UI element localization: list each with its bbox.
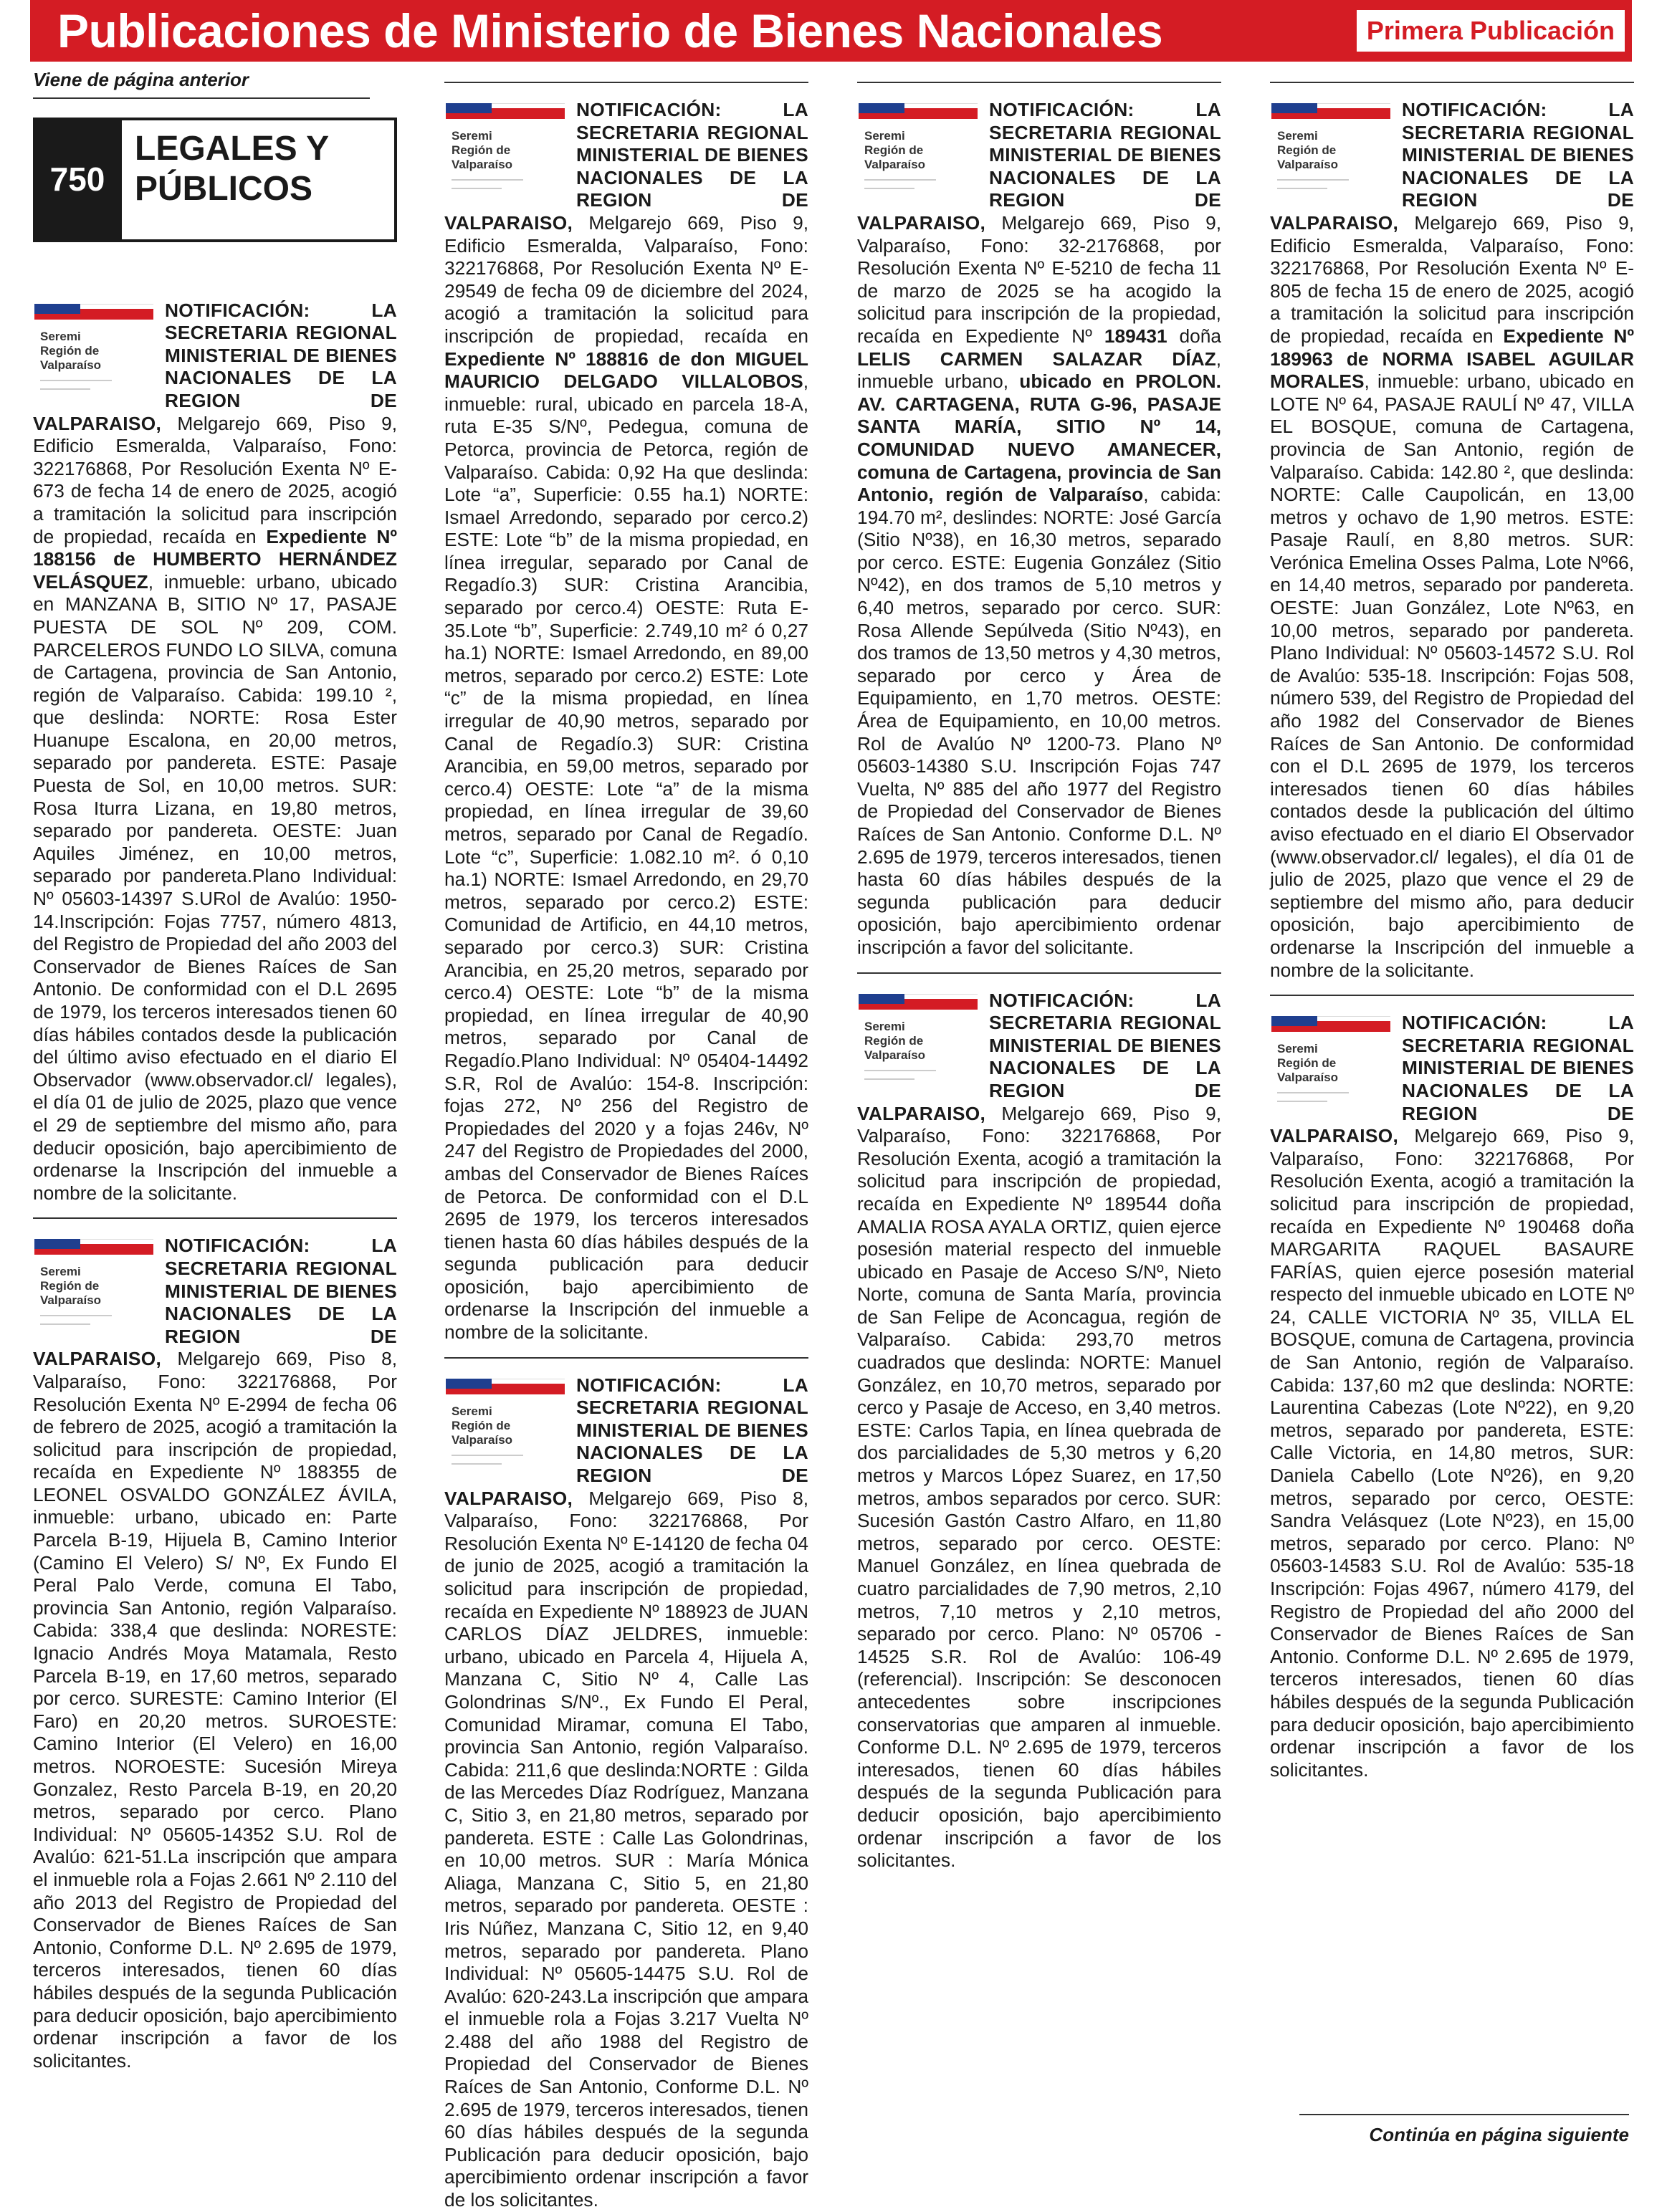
divider — [1270, 995, 1634, 996]
notice — [444, 1374, 808, 2212]
logo-text — [40, 330, 101, 373]
notice-highlight: Expediente Nº 188156 de HUMBERTO HERNÁNDEZ VELÁSQUEZ — [33, 525, 398, 593]
header-banner — [30, 0, 1632, 62]
flag-stripe — [80, 309, 153, 314]
logo-rule — [864, 1078, 914, 1080]
seremi-logo — [444, 99, 572, 205]
notice-body: Melgarejo 669, Piso 8, Valparaíso, Fono: 322176868, Por Resolución Exenta Nº E-2994 de fecha 06 de febrero de 2025, acogió a tramitación la solicitud para inscripción de propiedad, recaída en Expediente Nº 188355 de LEONEL OSVALDO GONZÁLEZ ÁVILA, inmueble: urbano, ubicado en: Parte Parcela B-19, Hijuela B, Camino Interior (Camino El Velero) S/ Nº, Ex Fundo El Peral Palo Verde, comuna El Tabo, provincia San Antonio, región Valparaíso. Cabida: 338,4 que deslinda: NORESTE: Ignacio Andrés Moya Matamala, Resto Parcela B-19, en 17,60 metros, separado por cerco. SURESTE: Camino Interior (El Faro) en 20,20 metros. SUROESTE: Camino Interior (El Velero) en 16,00 metros. NOROESTE: Sucesión Mireya Gonzalez, Resto Parcela B-19, en 20,20 metros, separado por cerco. Plano Individual: Nº 05605-14352 S.U. Rol de Avalúo: 621-51.La inscripción que ampara el inmueble rola a Fojas 2.661 Nº 2.110 del año 2013 del Registro de Propiedad del Conservador de Bienes Raíces de San Antonio, Conforme D.L. Nº 2.695 de 1979, terceros interesados, tienen 60 días hábiles después de la segunda Publicación para deducir oposición, bajo apercibimiento ordenar inscripción a favor de los solicitantes. — [33, 1348, 397, 2072]
notice-highlight: 189431 — [1104, 325, 1167, 347]
logo-line-1: Seremi — [1277, 1042, 1318, 1056]
flag-stripe — [1271, 1026, 1390, 1032]
logo-rule — [1277, 188, 1327, 189]
logo-rule — [40, 1315, 112, 1316]
continua-label: Continúa en página siguiente — [1299, 2114, 1629, 2146]
flag-stripe — [34, 314, 153, 320]
logo-line-2: Región de — [864, 143, 924, 157]
section-name: LEGALES Y PÚBLICOS — [122, 118, 397, 242]
logo-rule — [40, 1323, 90, 1325]
logo-rule — [1277, 179, 1349, 181]
flag-stripe — [34, 1249, 153, 1255]
notice-body: , inmueble: rural, ubicado en parcela 18-A, ruta E-35 S/Nº, Pedegua, comuna de Petorca, provincia de Petorca, región de Valparaíso. Cabida: 0,92 Ha que deslinda: Lote “a”, Superficie: 0.55 ha.1) NORTE: Ismael Arredondo, separado por cerco.2) ESTE: Lote “b” de la misma propiedad, en línea irregular, separado por Canal de Regadío.3) SUR: Cristina Arancibia, separado por cerco.4) OESTE: Ruta E-35.Lote “b”, Superficie: 2.749,10 m² ó 0,27 ha.1) NORTE: Ismael Arredondo, en 89,00 metros, separado por cerco.2) ESTE: Lote “c” de la misma propiedad, en línea irregular de 40,90 metros, separado por Canal de Regadío.3) SUR: Cristina Arancibia, en 59,00 metros, separado por cerco.4) OESTE: Lote “a” de la misma propiedad, en línea irregular de 39,60 metros, separado por Canal de Regadío. Lote “c”, Superficie: 1.082.10 m². ó 0,10 ha.1) NORTE: Ismael Arredondo, en 29,70 metros, separado por cerco.2) ESTE: Comunidad de Artificio, en 44,10 metros, separado por cerco.3) SUR: Cristina Arancibia, en 25,20 metros, separado por cerco.4) OESTE: Lote “b” de la misma propiedad, en línea irregular de 40,90 metros, separado por Canal de Regadío.Plano Individual: Nº 05404-14492 S.R, Rol de Avalúo: 154-8. Inscripción: fojas 272, Nº 256 del Registro de Propiedades del 2020 y a fojas 246v, Nº 247 del Registro de Propiedades del 2000, ambas del Conservador de Bienes Raíces de Petorca. De conformidad con el D.L 2695 de 1979, los terceros interesados tienen hasta 60 días hábiles después de la segunda publicación para deducir oposición, bajo apercibimiento de ordenarse la Inscripción del inmueble a nombre de la solicitante. — [444, 370, 808, 1344]
logo-line-2: Región de — [40, 1279, 100, 1293]
notice-title: NOTIFICACIÓN: LA SECRETARIA REGIONAL MINISTERIAL DE BIENES NACIONALES DE LA REGION DE VALPARAISO, — [444, 1374, 808, 1509]
logo-rule — [1277, 1101, 1327, 1102]
section-number: 750 — [33, 118, 122, 242]
logo-rule — [452, 1463, 502, 1465]
notice-title: NOTIFICACIÓN: LA SECRETARIA REGIONAL MINISTERIAL DE BIENES NACIONALES DE LA REGION DE VALPARAISO, — [444, 99, 808, 234]
flag-stripe — [446, 113, 565, 119]
logo-line-3: Valparaíso — [1277, 1071, 1339, 1085]
logo-text — [452, 129, 512, 172]
flag-stripe — [859, 994, 904, 1004]
seremi-logo — [857, 990, 985, 1096]
flag-stripe — [904, 108, 978, 113]
flag-stripe — [492, 1379, 565, 1384]
divider — [857, 972, 1221, 974]
notice-header — [33, 1235, 397, 2072]
column-3 — [857, 69, 1221, 2118]
notice — [857, 99, 1221, 959]
flag-stripe — [1271, 1016, 1317, 1026]
logo-text — [864, 129, 925, 172]
notice-title: NOTIFICACIÓN: LA SECRETARIA REGIONAL MINISTERIAL DE BIENES NACIONALES DE LA REGION DE VALPARAISO, — [857, 99, 1221, 234]
divider — [444, 82, 808, 83]
publication-tag: Primera Publicación — [1357, 10, 1625, 52]
notice-header — [33, 300, 397, 1205]
notice-title: NOTIFICACIÓN: LA SECRETARIA REGIONAL MINISTERIAL DE BIENES NACIONALES DE LA REGION DE VALPARAISO, — [33, 299, 397, 434]
notice-body: Melgarejo 669, Piso 8, Valparaíso, Fono: 322176868, Por Resolución Exenta Nº E-14120 de fecha 04 de junio de 2025, acogió a tramitación la solicitud para inscripción de propiedad, recaída en Expediente Nº 188923 de JUAN CARLOS DÍAZ JELDRES, inmueble: urbano, ubicado en Parcela 4, Hijuela A, Manzana C, Sitio Nº 4, Calle Las Golondrinas S/Nº., Ex Fundo El Peral, Comunidad Miramar, comuna El Tabo, provincia San Antonio, región Valparaíso. Cabida: 211,6 que deslinda:NORTE : Gilda de las Mercedes Díaz Rodríguez, Manzana C, Sitio 3, en 21,80 metros, separado por pandereta. ESTE : Calle Las Golondrinas, en 10,00 metros. SUR : María Mónica Aliaga, Manzana C, Sitio 5, en 21,80 metros, separado por pandereta. OESTE : Iris Núñez, Manzana C, Sitio 12, en 9,40 metros, separado por pandereta. Plano Individual: Nº 05605-14475 S.U. Rol de Avalúo: 620-243.La inscripción que ampara el inmueble rola a Fojas 3.217 Vuelta Nº 2.488 del año 1988 del Registro de Propiedad del Conservador de Bienes Raíces de San Antonio, Conforme D.L. Nº 2.695 de 1979, terceros interesados, tienen 60 días hábiles después de la segunda Publicación para deducir oposición, bajo apercibimiento ordenar inscripción a favor de los solicitantes. — [444, 1487, 808, 2211]
seremi-logo — [33, 1235, 161, 1341]
divider — [1270, 82, 1634, 83]
logo-rule — [1277, 1092, 1349, 1093]
notice — [1270, 99, 1634, 982]
flag-stripe — [80, 304, 153, 309]
section-box — [33, 118, 397, 242]
notice-header — [857, 99, 1221, 959]
flag-stripe — [492, 103, 565, 108]
notice — [857, 990, 1221, 1872]
column-1 — [33, 69, 397, 2118]
logo-line-1: Seremi — [1277, 129, 1318, 143]
seremi-logo — [444, 1374, 572, 1480]
notice-header — [444, 1374, 808, 2212]
flag-stripe — [492, 1384, 565, 1389]
notice-body: Melgarejo 669, Piso 9, Valparaíso, Fono: 322176868, Por Resolución Exenta, acogió a tramitación la solicitud para inscripción de propiedad, recaída en Expediente Nº 190468 doña MARGARITA RAQUEL BASAURE FARÍAS, quien ejerce posesión material respecto del inmueble ubicado en LOTE Nº 24, CALLE VICTORIA Nº 35, VILLA EL BOSQUE, comuna de Cartagena, provincia de San Antonio, región de Valparaíso. Cabida: 137,60 m2 que deslinda: NORTE: Laurentina Cabezas (Lote Nº22), en 9,20 metros, separado por pandereta, ESTE: Calle Victoria, en 14,80 metros, SUR: Daniela Cabello (Lote Nº26), en 9,20 metros, separado por cerco, OESTE: Sandra Velásquez (Lote Nº23), en 15,00 metros, separado por cerco. Plano: Nº 05603-14583 S.U. Rol de Avalúo: 535-18 Inscripción: Fojas 4967, número 4179, del Registro de Propiedad del año 2000 del Conservador de Bienes Raíces de San Antonio. Conforme D.L. Nº 2.695 de 1979, terceros interesados, tienen 60 días hábiles después de la segunda Publicación para deducir oposición, bajo apercibimiento ordenar inscripción a favor de los solicitantes. — [1270, 1125, 1634, 1781]
notice-title: NOTIFICACIÓN: LA SECRETARIA REGIONAL MINISTERIAL DE BIENES NACIONALES DE LA REGION DE VALPARAISO, — [1270, 1012, 1634, 1147]
notice-body: doña — [1167, 325, 1221, 347]
flag-stripe — [1317, 103, 1390, 108]
flag-stripe — [34, 1239, 80, 1249]
logo-line-3: Valparaíso — [40, 1293, 102, 1308]
notice-header — [1270, 1012, 1634, 1781]
logo-line-3: Valparaíso — [40, 358, 102, 372]
page-title: Publicaciones de Ministerio de Bienes Nacionales — [57, 4, 1163, 57]
flag-icon — [34, 304, 153, 314]
logo-line-3: Valparaíso — [1277, 158, 1339, 171]
notice-body: Melgarejo 669, Piso 9, Valparaíso, Fono: 32-2176868, por Resolución Exenta Nº E-5210 de fecha 11 de marzo de 2025 se ha acogido la solicitud para inscripción de la propiedad, recaída en Expediente Nº — [857, 211, 1221, 347]
seremi-logo — [1270, 99, 1398, 205]
flag-stripe — [859, 1004, 978, 1010]
seremi-logo — [33, 300, 161, 406]
flag-stripe — [1317, 108, 1390, 113]
flag-stripe — [1317, 1016, 1390, 1021]
notice-body: Melgarejo 669, Piso 9, Edificio Esmeralda, Valparaíso, Fono: 322176868, Por Resolución Exenta Nº E-29549 de fecha 09 de diciembre del 2024, acogió a tramitación la solicitud para inscripción de propiedad, recaída en — [444, 211, 808, 347]
divider — [857, 82, 1221, 83]
flag-stripe — [859, 103, 904, 113]
flag-icon — [1271, 103, 1390, 113]
flag-stripe — [904, 994, 978, 999]
notice — [1270, 1012, 1634, 1781]
flag-stripe — [446, 103, 492, 113]
logo-rule — [40, 388, 90, 390]
flag-icon — [1271, 1016, 1390, 1026]
logo-line-2: Región de — [452, 1418, 511, 1432]
notice-title: NOTIFICACIÓN: LA SECRETARIA REGIONAL MINISTERIAL DE BIENES NACIONALES DE LA REGION DE VALPARAISO, — [1270, 99, 1634, 234]
flag-icon — [446, 1379, 565, 1389]
divider — [33, 1217, 397, 1219]
notice-body: , cabida: 194.70 m², deslindes: NORTE: José García (Sitio Nº38), en 16,30 metros, separado por cerco. ESTE: Eugenia González (Sitio Nº42), en dos tramos de 5,10 metros y 6,40 metros, separado por cerco. SUR: Rosa Allende Sepúlveda (Sitio Nº43), en dos tramos de 13,50 metros y 4,30 metros, separado por cerco y Área de Equipamiento, en 1,70 metros. OESTE: Área de Equipamiento, en 10,00 metros. Rol de Avalúo Nº 1200-73. Plano Nº 05603-14380 S.U. Inscripción Fojas 747 Vuelta, Nº 885 del año 1977 del Registro de Propiedad del Conservador de Bienes Raíces de San Antonio. Conforme D.L. Nº 2.695 de 1979, terceros interesados, tienen hasta 60 días hábiles después de la segunda publicación para deducir oposición, bajo apercibimiento ordenar inscripción a favor del solicitante. — [857, 484, 1221, 958]
viene-label: Viene de página anterior — [33, 69, 370, 99]
flag-stripe — [859, 113, 978, 119]
logo-line-3: Valparaíso — [452, 158, 513, 171]
logo-line-1: Seremi — [864, 129, 905, 143]
seremi-logo — [1270, 1012, 1398, 1118]
notice-header — [1270, 99, 1634, 982]
notice-body: , inmueble: urbano, ubicado en LOTE Nº 64, PASAJE RAULÍ Nº 47, VILLA EL BOSQUE, comuna de Cartagena, provincia de San Antonio, región de Valparaíso. Cabida: 142.80 ², que deslinda: NORTE: Calle Caupolicán, en 13,00 metros y ochavo de 1,90 metros. ESTE: Pasaje Raulí, en 8,80 metros. SUR: Verónica Emelina Osses Palma, Lote Nº66, en 14,40 metros, separado por pandereta. OESTE: Juan González, Lote Nº63, en 10,00 metros, separado por pandereta. Plano Individual: Nº 05603-14572 S.U. Rol de Avalúo: 535-18. Inscripción: Fojas 508, número 539, del Registro de Propiedad del año 1982 del Conservador de Bienes Raíces de San Antonio. De conformidad con el D.L 2695 de 1979, los terceros interesados tienen 60 días hábiles contados desde la publicación del último aviso efectuado en el diario El Observador (www.observador.cl/ legales), el día 01 de julio de 2025, plazo que vence el 29 de septiembre del mismo año, para deducir oposición, bajo apercibimiento de ordenarse la Inscripción del inmueble a nombre de la solicitante. — [1270, 370, 1634, 981]
logo-rule — [864, 179, 936, 181]
logo-text — [864, 1020, 925, 1063]
notice-header — [444, 99, 808, 1344]
flag-stripe — [904, 999, 978, 1004]
flag-icon — [859, 994, 978, 1004]
logo-text — [452, 1404, 512, 1447]
logo-line-2: Región de — [1277, 143, 1337, 157]
notice-title: NOTIFICACIÓN: LA SECRETARIA REGIONAL MINISTERIAL DE BIENES NACIONALES DE LA REGION DE VALPARAISO, — [857, 989, 1221, 1124]
notice-body: Melgarejo 669, Piso 9, Valparaíso, Fono: 322176868, Por Resolución Exenta, acogió a tramitación la solicitud para inscripción de propiedad, recaída en Expediente Nº 189544 doña AMALIA ROSA AYALA ORTIZ, quien ejerce posesión material respecto del inmueble ubicado en Pasaje de Acceso S/Nº, Nieto Norte, comuna de Santa María, provincia de San Felipe de Aconcagua, región de Valparaíso. Cabida: 293,70 metros cuadrados que deslinda: NORTE: Manuel González, en 10,70 metros, separado por cerco y Pasaje de Acceso, en 3,40 metros. ESTE: Carlos Tapia, en línea quebrada de dos parcialidades de 5,30 metros y 6,20 metros y Marcos López Suarez, en 17,50 metros, ambos separados por cerco. SUR: Sucesión Gastón Castro Alfaro, en 11,80 metros, separado por cerco. OESTE: Manuel González, en línea quebrada de cuatro parcialidades de 7,90 metros, 2,10 metros, 7,10 metros y 2,10 metros, separado por cerco. Plano: Nº 05706 - 14525 S.R. Rol de Avalúo: 106-49 (referencial). Inscripción: Se desconocen antecedentes sobre inscripciones conservatorias que amparen al inmueble. Conforme D.L. Nº 2.695 de 1979, terceros interesados, tienen 60 días hábiles después de la segunda Publicación para deducir oposición, bajo apercibimiento ordenar inscripción a favor de los solicitantes. — [857, 1102, 1221, 1872]
logo-line-1: Seremi — [40, 1265, 81, 1279]
flag-stripe — [80, 1244, 153, 1249]
logo-rule — [452, 188, 502, 189]
flag-stripe — [34, 304, 80, 314]
notice-highlight: LELIS CARMEN SALAZAR DÍAZ — [857, 348, 1216, 370]
logo-rule — [40, 380, 112, 381]
logo-text — [1277, 129, 1338, 172]
notice-body: , inmueble: urbano, ubicado en MANZANA B, SITIO Nº 17, PASAJE PUESTA DE SOL Nº 209, COM. PARCELEROS FUNDO LO SILVA, comuna de Cartagena, provincia de San Antonio, región de Valparaíso. Cabida: 199.10 ², que deslinda: NORTE: Rosa Ester Huanupe Escalona, en 20,00 metros, separado por pandereta. ESTE: Pasaje Puesta de Sol, en 10,00 metros. SUR: Rosa Iturra Lizana, en 19,80 metros, separado por pandereta. OESTE: Juan Aquiles Jiménez, en 10,00 metros, separado por pandereta.Plano Individual: Nº 05603-14397 S.URol de Avalúo: 1950-14.Inscripción: Fojas 7757, número 4813, del Registro de Propiedad del año 2003 del Conservador de Bienes Raíces de San Antonio. De conformidad con el D.L 2695 de 1979, los terceros interesados tienen 60 días hábiles contados desde la publicación del último aviso efectuado en el diario El Observador (www.observador.cl/ legales), el día 01 de julio de 2025, plazo que vence el 29 de septiembre del mismo año, para deducir oposición, bajo apercibimiento de ordenarse la Inscripción del inmueble a nombre de la solicitante. — [33, 570, 397, 1204]
flag-icon — [34, 1239, 153, 1249]
notice-highlight: ubicado en PROLON. AV. CARTAGENA, RUTA G-96, PASAJE SANTA MARÍA, SITIO Nº 14, COMUNIDAD NUEVO AMANECER, comuna de Cartagena, provincia de San Antonio, región de Valparaíso — [857, 370, 1221, 506]
notice-highlight: Expediente Nº 189963 de NORMA ISABEL AGUILAR MORALES — [1270, 325, 1635, 393]
notice — [33, 300, 397, 1205]
logo-text — [1277, 1042, 1338, 1085]
flag-stripe — [492, 108, 565, 113]
logo-line-2: Región de — [452, 143, 511, 157]
logo-line-2: Región de — [1277, 1056, 1337, 1071]
flag-stripe — [80, 1239, 153, 1244]
logo-line-1: Seremi — [864, 1019, 905, 1033]
notice-title: NOTIFICACIÓN: LA SECRETARIA REGIONAL MINISTERIAL DE BIENES NACIONALES DE LA REGION DE VALPARAISO, — [33, 1235, 397, 1370]
logo-rule — [864, 1070, 936, 1071]
flag-stripe — [1271, 103, 1317, 113]
logo-rule — [452, 1455, 523, 1456]
flag-stripe — [1271, 113, 1390, 119]
notice-header — [857, 990, 1221, 1872]
logo-text — [40, 1265, 101, 1308]
flag-stripe — [1317, 1021, 1390, 1026]
notice-body: , inmueble urbano, — [857, 348, 1221, 393]
logo-line-2: Región de — [40, 343, 100, 358]
flag-stripe — [446, 1389, 565, 1394]
column-4 — [1270, 69, 1634, 2118]
logo-line-3: Valparaíso — [864, 1048, 926, 1062]
notice-body: Melgarejo 669, Piso 9, Edificio Esmeralda, Valparaíso, Fono: 322176868, Por Resolución Exenta Nº E-673 de fecha 14 de enero de 2025, acogió a tramitación la solicitud para inscripción de propiedad, recaída en — [33, 412, 397, 547]
column-2 — [444, 69, 808, 2211]
logo-rule — [864, 188, 914, 189]
logo-line-1: Seremi — [40, 329, 81, 343]
logo-rule — [452, 179, 523, 181]
logo-line-1: Seremi — [452, 1404, 492, 1418]
flag-icon — [446, 103, 565, 113]
notice — [33, 1235, 397, 2072]
notice — [444, 99, 808, 1344]
logo-line-2: Región de — [864, 1033, 924, 1048]
notice-body: Melgarejo 669, Piso 9, Edificio Esmeralda, Valparaíso, Fono: 322176868, Por Resolución Exenta Nº E-805 de fecha 15 de enero de 2025, acogió a tramitación la solicitud para inscripción de propiedad, recaída en — [1270, 211, 1634, 347]
notice-highlight: Expediente Nº 188816 de don MIGUEL MAURICIO DELGADO VILLALOBOS — [444, 348, 808, 393]
flag-icon — [859, 103, 978, 113]
flag-stripe — [904, 103, 978, 108]
divider — [444, 1357, 808, 1359]
seremi-logo — [857, 99, 985, 205]
logo-line-3: Valparaíso — [864, 158, 926, 171]
logo-line-1: Seremi — [452, 129, 492, 143]
logo-line-3: Valparaíso — [452, 1432, 513, 1447]
flag-stripe — [446, 1379, 492, 1389]
